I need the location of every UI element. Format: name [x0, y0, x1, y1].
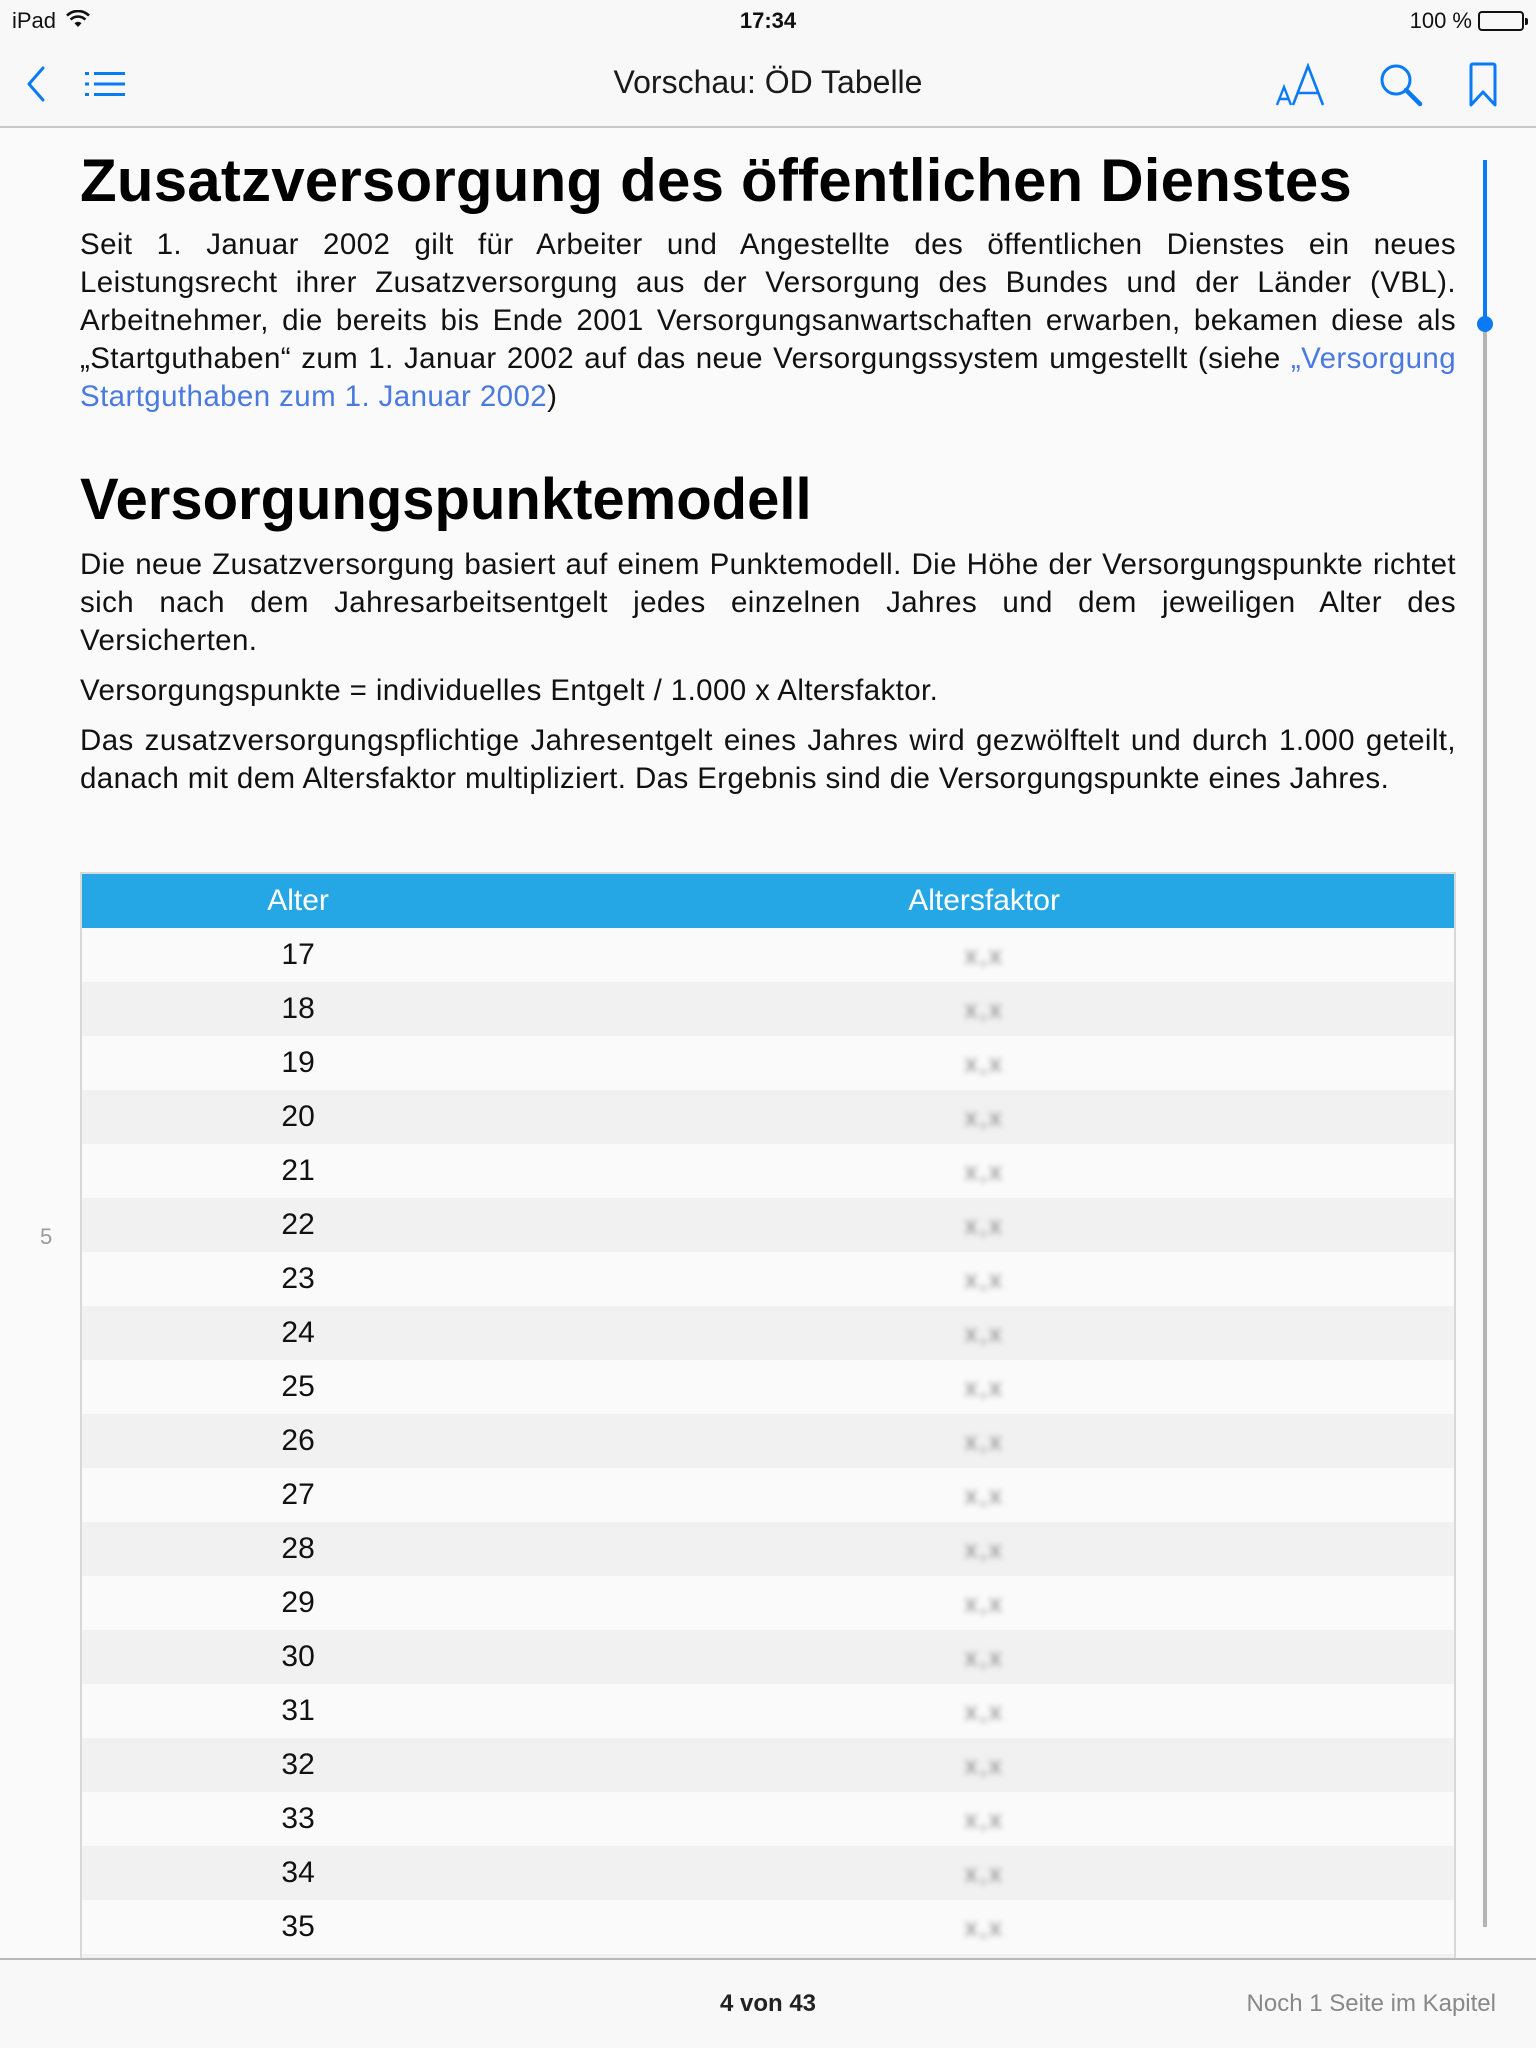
table-row [82, 1792, 1454, 1846]
document-title: Zusatzversorgung des öffentlichen Dienstes [80, 147, 1352, 214]
footer-bar [0, 1958, 1536, 2048]
table-row [82, 1360, 1454, 1414]
altersfaktor-value-blurred: x,x [964, 1642, 1004, 1672]
intro-paragraph [80, 226, 1456, 416]
cell-alter: 31 [82, 1684, 514, 1738]
text-size-icon [1275, 63, 1329, 107]
slider-track-progress[interactable] [1483, 160, 1487, 324]
table-body [82, 928, 1454, 1960]
table-row [82, 1630, 1454, 1684]
formula-paragraph: Versorgungspunkte = individuelles Entgelt / 1.000 x Altersfaktor. [80, 673, 939, 707]
cell-alter: 28 [82, 1522, 514, 1576]
slider-track-remaining[interactable] [1483, 324, 1487, 1927]
cell-altersfaktor [514, 1738, 1454, 1792]
cell-alter: 25 [82, 1360, 514, 1414]
table-row [82, 1522, 1454, 1576]
chapter-remaining-pages: Noch 1 Seite im Kapitel [1246, 1990, 1496, 2017]
altersfaktor-value-blurred: x,x [964, 940, 1004, 970]
search-button[interactable] [1376, 60, 1426, 110]
clock: 17:34 [739, 8, 797, 33]
cell-alter: 32 [82, 1738, 514, 1792]
altersfaktor-value-blurred: x,x [964, 1210, 1004, 1240]
status-bar [0, 0, 1536, 40]
cell-altersfaktor [514, 1792, 1454, 1846]
cell-altersfaktor [514, 1090, 1454, 1144]
cell-alter: 33 [82, 1792, 514, 1846]
cell-altersfaktor [514, 982, 1454, 1036]
cell-alter: 34 [82, 1846, 514, 1900]
table-row [82, 928, 1454, 982]
cell-altersfaktor [514, 1468, 1454, 1522]
table-header-row [82, 874, 1454, 928]
table-row [82, 1252, 1454, 1306]
cell-altersfaktor [514, 1360, 1454, 1414]
cell-alter: 29 [82, 1576, 514, 1630]
altersfaktor-value-blurred: x,x [964, 1804, 1004, 1834]
bookmark-icon [1468, 62, 1498, 108]
document-content [80, 130, 1456, 798]
startguthaben-link[interactable]: „Versorgung Startguthaben zum 1. Januar 2002 [80, 342, 1456, 413]
altersfaktor-value-blurred: x,x [964, 1156, 1004, 1186]
table-row [82, 982, 1454, 1036]
altersfaktor-value-blurred: x,x [964, 1912, 1004, 1942]
device-name: iPad [12, 8, 57, 33]
cell-altersfaktor [514, 1630, 1454, 1684]
cell-alter: 17 [82, 928, 514, 982]
cell-altersfaktor [514, 1684, 1454, 1738]
altersfaktor-value-blurred: x,x [964, 1480, 1004, 1510]
cell-alter: 27 [82, 1468, 514, 1522]
cell-alter: 22 [82, 1198, 514, 1252]
table-row [82, 1036, 1454, 1090]
table-row [82, 1738, 1454, 1792]
intro-close: ) [547, 380, 558, 413]
column-header-altersfaktor: Altersfaktor [514, 874, 1454, 928]
cell-alter: 35 [82, 1900, 514, 1954]
cell-alter: 19 [82, 1036, 514, 1090]
cell-alter: 30 [82, 1630, 514, 1684]
page-indicator: 4 von 43 [719, 1990, 817, 2017]
cell-alter: 18 [82, 982, 514, 1036]
bookmark-button[interactable] [1466, 60, 1500, 110]
table-row [82, 1198, 1454, 1252]
reading-progress-slider-thumb[interactable] [1477, 316, 1493, 332]
cell-altersfaktor [514, 1900, 1454, 1954]
altersfaktor-table [82, 874, 1454, 1960]
table-row [82, 1144, 1454, 1198]
table-row [82, 1900, 1454, 1954]
altersfaktor-value-blurred: x,x [964, 1102, 1004, 1132]
cell-alter: 26 [82, 1414, 514, 1468]
altersfaktor-value-blurred: x,x [964, 1048, 1004, 1078]
altersfaktor-value-blurred: x,x [964, 1264, 1004, 1294]
status-right [1410, 8, 1524, 34]
table-row [82, 1414, 1454, 1468]
table-row [82, 1576, 1454, 1630]
altersfaktor-value-blurred: x,x [964, 1318, 1004, 1348]
altersfaktor-value-blurred: x,x [964, 994, 1004, 1024]
cell-altersfaktor [514, 1306, 1454, 1360]
altersfaktor-value-blurred: x,x [964, 1696, 1004, 1726]
text-size-button[interactable] [1274, 62, 1330, 108]
calculation-paragraph: Das zusatzversorgungspflichtige Jahresentgelt eines Jahres wird gezwölftelt und durch 1.000 geteilt, danach mit dem Altersfaktor multipliziert. Das Ergebnis sind die Versorgungspunkte eines Jahres. [80, 723, 1456, 795]
margin-page-number: 5 [40, 1224, 53, 1249]
cell-alter: 24 [82, 1306, 514, 1360]
table-row [82, 1306, 1454, 1360]
battery-percent: 100 % [1409, 8, 1472, 33]
page-title: Vorschau: ÖD Tabelle [613, 64, 923, 100]
points-model-paragraph: Die neue Zusatzversorgung basiert auf einem Punktemodell. Die Höhe der Versorgungspunkte richtet sich nach dem Jahresarbeitsentgelt jedes einzelnen Jahres und dem jeweiligen Alter des Versicherten. [80, 547, 1456, 657]
cell-altersfaktor [514, 1252, 1454, 1306]
table-row [82, 1684, 1454, 1738]
table-row [82, 1846, 1454, 1900]
column-header-alter: Alter [82, 874, 514, 928]
altersfaktor-value-blurred: x,x [964, 1372, 1004, 1402]
cell-altersfaktor [514, 1144, 1454, 1198]
cell-altersfaktor [514, 1522, 1454, 1576]
cell-alter: 20 [82, 1090, 514, 1144]
cell-altersfaktor [514, 928, 1454, 982]
altersfaktor-value-blurred: x,x [964, 1750, 1004, 1780]
table-row [82, 1468, 1454, 1522]
navigation-bar [0, 40, 1536, 128]
altersfaktor-table-container [80, 872, 1456, 1960]
intro-text: Seit 1. Januar 2002 gilt für Arbeiter und Angestellte des öffentlichen Dienstes ein neues Leistungsrecht ihrer Zusatzversorgung aus der Versorgung des Bundes und der Länder (VBL). Arbeitnehmer, die bereits bis Ende 2001 Versorgungsanwartschaften erwarben, bekamen diese als „Startguthaben“ zum 1. Januar 2002 auf das neue Versorgungssystem umgestellt (siehe [80, 228, 1456, 375]
search-icon [1378, 62, 1424, 108]
cell-alter: 23 [82, 1252, 514, 1306]
cell-altersfaktor [514, 1576, 1454, 1630]
altersfaktor-value-blurred: x,x [964, 1588, 1004, 1618]
cell-altersfaktor [514, 1414, 1454, 1468]
altersfaktor-value-blurred: x,x [964, 1534, 1004, 1564]
section-title: Versorgungspunktemodell [80, 467, 812, 532]
cell-altersfaktor [514, 1198, 1454, 1252]
altersfaktor-value-blurred: x,x [964, 1426, 1004, 1456]
cell-altersfaktor [514, 1846, 1454, 1900]
altersfaktor-value-blurred: x,x [964, 1858, 1004, 1888]
battery-icon [1478, 11, 1524, 31]
table-row [82, 1090, 1454, 1144]
cell-altersfaktor [514, 1036, 1454, 1090]
cell-alter: 21 [82, 1144, 514, 1198]
